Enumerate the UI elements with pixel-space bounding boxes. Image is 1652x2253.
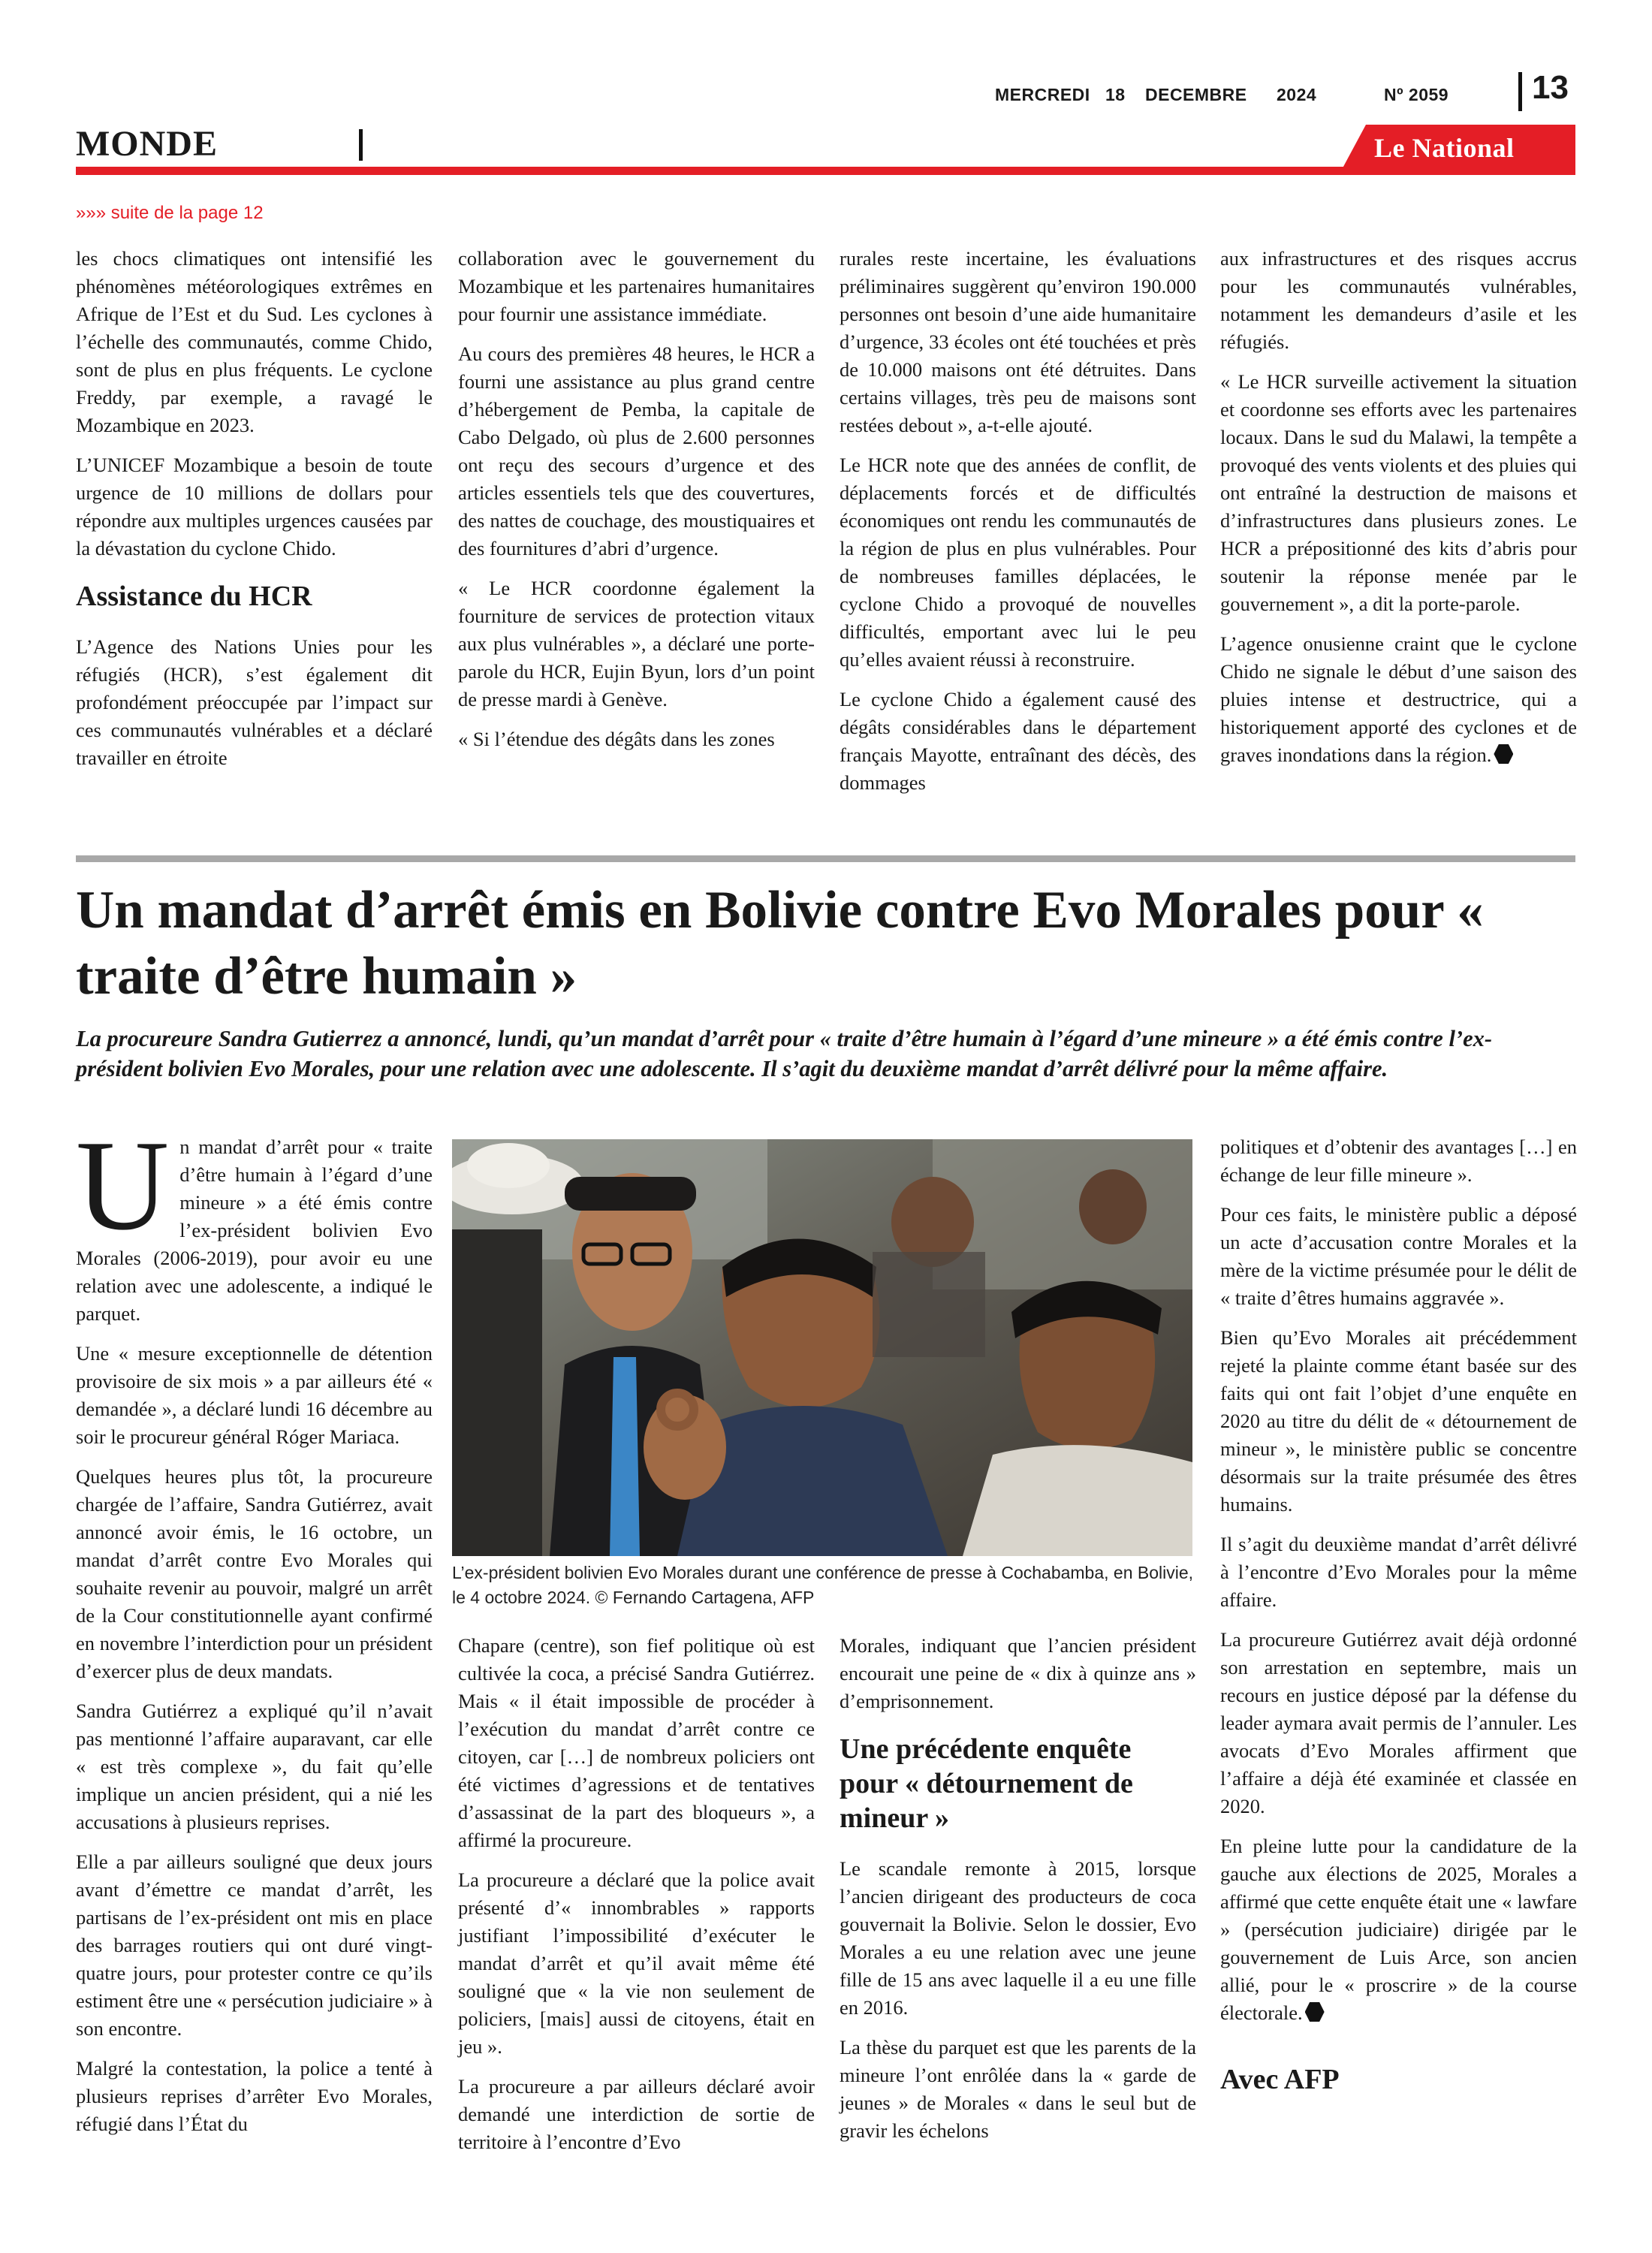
paragraph: Le scandale remonte à 2015, lorsque l’ancien dirigeant des producteurs de coca gouvernait la Bolivie. Selon le dossier, Evo Morales a eu une relation avec une jeune fille de 15 ans avec laquelle il a eu une fille en 2016. <box>840 1857 1196 2019</box>
paragraph: La thèse du parquet est que les parents de la mineure l’ont enrôlée dans la « garde de jeunes » de Morales « dans le seul but de gravir les échelons <box>840 2036 1196 2142</box>
section-title: MONDE <box>76 124 218 164</box>
paragraph: La procureure a par ailleurs déclaré avoir demandé une interdiction de sortie de territoire à l’encontre d’Evo <box>458 2075 815 2153</box>
article-photo <box>452 1139 1192 1556</box>
article-separator <box>76 855 1575 862</box>
paragraph: Au cours des premières 48 heures, le HCR a fourni une assistance au plus grand centre d’hébergement de Pemba, la capitale de Cabo Delgado, où plus de 2.600 personnes ont reçu des secours d’urgence et des articles essentiels tels que des couvertures, des nattes de couchage, des moustiquaires et des fournitures d’abri d’urgence. <box>458 342 815 559</box>
article2-column-2 <box>458 1632 815 2168</box>
paragraph: La procureure a déclaré que la police avait présenté d’« innombrables » rapports justifiant l’impossibilité d’exécuter le mandat d’arrêt et qu’il avait même été souligné que « la vie non seulement de policiers, [mais] aussi de citoyens, était en jeu ». <box>458 1868 815 2058</box>
section-divider <box>359 129 363 161</box>
continuation-note: »»» suite de la page 12 <box>76 203 264 223</box>
paragraph: les chocs climatiques ont intensifié les phénomènes météorologiques extrêmes en Afrique de l’Est et du Sud. Les cyclones à l’échelle des communautés, comme Chido, sont de plus en plus fréquents. Le cyclone Freddy, par exemple, a ravagé le Mozambique en 2023. <box>76 247 433 436</box>
header-day: MERCREDI <box>995 85 1090 104</box>
subheading: Assistance du HCR <box>76 581 312 612</box>
drop-cap: U <box>76 1114 170 1257</box>
article2-column-1 <box>76 1114 433 2150</box>
press-conference-photo <box>452 1139 1192 1556</box>
paragraph: Une « mesure exceptionnelle de détention provisoire de six mois » a par ailleurs été « demandée », a déclaré lundi 16 décembre au soir le procureur général Róger Mariaca. <box>76 1342 433 1448</box>
paragraph: Quelques heures plus tôt, la procureure chargée de l’affaire, Sandra Gutiérrez, avait annoncé avoir émis, le 16 octobre, un mandat d’arrêt contre Evo Morales qui souhaite revenir au pouvoir, malgré un arrêt de la Cour constitutionnelle ayant confirmé en novembre l’interdiction pour un président d’exercer plus de deux mandats. <box>76 1465 433 1682</box>
article1-column-3 <box>840 245 1196 809</box>
end-of-article-icon <box>1494 744 1513 764</box>
subheading: Une précédente enquête pour « détournement de mineur » <box>840 1733 1133 1834</box>
page-number: 13 <box>1532 69 1569 106</box>
article2-column-4 <box>1220 1133 1577 2106</box>
header-year: 2024 <box>1277 85 1317 104</box>
article2-column-3 <box>840 1632 1196 2157</box>
paragraph: Pour ces faits, le ministère public a déposé un acte d’accusation contre Morales et la mère de la victime présumée pour le délit de « traite d’êtres humains aggravée ». <box>1220 1203 1577 1309</box>
paragraph: Il s’agit du deuxième mandat d’arrêt délivré à l’encontre d’Evo Morales pour la même affaire. <box>1220 1533 1577 1611</box>
paragraph: Sandra Gutiérrez a expliqué qu’il n’avait pas mentionné l’affaire auparavant, car elle « est très complexe », du fait qu’elle implique un ancien président, qui a nié les accusations à plusieurs reprises. <box>76 1700 433 1833</box>
paragraph: Le cyclone Chido a également causé des dégâts considérables dans le département français Mayotte, entraînant des décès, des dommages <box>840 688 1196 794</box>
paragraph: Elle a par ailleurs souligné que deux jours avant d’émettre ce mandat d’arrêt, les partisans de l’ex-président ont mis en place des barrages routiers qui ont duré vingt-quatre jours, pour protester contre ce qu’ils estiment être une « persécution judiciaire » à son encontre. <box>76 1850 433 2040</box>
paragraph <box>1220 630 1577 769</box>
photo-caption: L’ex-président bolivien Evo Morales durant une conférence de presse à Cochabamba, en Bolivie, le 4 octobre 2024. © Fernando Cartagena, AFP <box>452 1563 1194 1607</box>
paragraph: La procureure Gutiérrez avait déjà ordonné son arrestation en septembre, mais un recours en justice déposé par la défense du leader aymara avait permis de l’annuler. Les avocats d’Evo Morales affirment que l’affaire a déjà été examinée et classée en 2020. <box>1220 1628 1577 1817</box>
paragraph: « Si l’étendue des dégâts dans les zones <box>458 728 775 750</box>
paragraph: L’UNICEF Mozambique a besoin de toute urgence de 10 millions de dollars pour répondre aux multiples urgences causées par la dévastation du cyclone Chido. <box>76 454 433 559</box>
header-month: DECEMBRE <box>1145 85 1247 104</box>
paragraph: Bien qu’Evo Morales ait précédemment rejeté la plainte comme étant basée sur des faits qui ont fait l’objet d’une enquête en 2020 au titre du délit de « détournement de mineur », le ministère public se concentre désormais sur la traite présumée des êtres humains. <box>1220 1326 1577 1516</box>
paragraph-text: L’agence onusienne craint que le cyclone Chido ne signale le début d’une saison des pluies intense et destructrice, qui a historiquement apporté des cyclones et de graves inondations dans la région. <box>1220 632 1577 766</box>
page-number-divider <box>1518 72 1522 111</box>
issue-number: Nº 2059 <box>1384 85 1449 104</box>
paragraph: collaboration avec le gouvernement du Mozambique et les partenaires humanitaires pour fournir une assistance immédiate. <box>458 247 815 325</box>
paragraph: rurales reste incertaine, les évaluations préliminaires suggèrent qu’environ 190.000 personnes ont besoin d’une aide humanitaire d’urgence, 33 écoles ont été touchées et près de 10.000 maisons ont été détruites. Dans certains villages, très peu de maisons sont restées debout », a-t-elle ajouté. <box>840 247 1196 436</box>
brand-name: Le National <box>1374 133 1515 163</box>
paragraph: « Le HCR coordonne également la fourniture de services de protection vitaux aux plus vulnérables », a déclaré une porte-parole du HCR, Eujin Byun, lors d’un point de presse mardi à Genève. <box>458 577 815 710</box>
paragraph: politiques et d’obtenir des avantages […] en échange de leur fille mineure ». <box>1220 1136 1577 1186</box>
byline-signature: Avec AFP <box>1220 2064 1340 2095</box>
article1-column-2 <box>458 245 815 765</box>
paragraph: Chapare (centre), son fief politique où est cultivée la coca, a précisé Sandra Gutiérrez. Mais « il était impossible de procéder à l’exécution du mandat d’arrêt contre ce citoyen, car […] de nombreux policiers ont été victimes d’agressions et de tentatives d’assassinat de la part des bloqueurs », a affirmé la procureure. <box>458 1634 815 1851</box>
header-date-number: 18 <box>1105 85 1126 104</box>
paragraph <box>76 1114 433 1328</box>
headline: Un mandat d’arrêt émis en Bolivie contre Evo Morales pour « traite d’être humain » <box>76 881 1484 1006</box>
paragraph <box>1220 1832 1577 2027</box>
paragraph: Malgré la contestation, la police a tenté à plusieurs reprises d’arrêter Evo Morales, réfugié dans l’État du <box>76 2057 433 2135</box>
paragraph: L’Agence des Nations Unies pour les réfugiés (HCR), s’est également dit profondément préoccupée par l’impact sur ces communautés vulnérables et a déclaré travailler en étroite <box>76 635 433 769</box>
paragraph: aux infrastructures et des risques accrus pour les communautés vulnérables, notamment les demandeurs d’asile et les réfugiés. <box>1220 247 1577 353</box>
paragraph: « Le HCR surveille activement la situation et coordonne ses efforts avec les partenaires locaux. Dans le sud du Malawi, la tempête a provoqué des vents violents et des pluies qui ont entraîné la destruction de maisons et d’infrastructures dans plusieurs zones. Le HCR a prépositionné des kits d’abris pour soutenir la réponse menée par le gouvernement », a dit la porte-parole. <box>1220 370 1577 615</box>
article1-column-1 <box>76 245 433 784</box>
paragraph: Morales, indiquant que l’ancien président encourait une peine de « dix à quinze ans » d’emprisonnement. <box>840 1634 1196 1712</box>
paragraph-text: En pleine lutte pour la candidature de la gauche aux élections de 2025, Morales a affirmé que cette enquête était une « lawfare » (persécution judiciaire) dirigée par le gouvernement de Luis Arce, son ancien allié, pour le « proscrire » de la course électorale. <box>1220 1835 1577 2024</box>
lead-paragraph: La procureure Sandra Gutierrez a annoncé, lundi, qu’un mandat d’arrêt pour « traite d’être humain à l’égard d’une mineure » a été émis contre l’ex-président bolivien Evo Morales, pour une relation avec une adolescente. Il s’agit du deuxième mandat d’arrêt délivré pour la même affaire. <box>76 1026 1493 1081</box>
paragraph: Le HCR note que des années de conflit, de déplacements forcés et de difficultés économiques ont rendu les communautés de la région de plus en plus vulnérables. Pour de nombreuses familles déplacées, le cyclone Chido a provoqué de nouvelles difficultés, emportant avec lui le peu qu’elles avaient réussi à reconstruire. <box>840 454 1196 671</box>
article1-column-4 <box>1220 245 1577 781</box>
paragraph-text: n mandat d’arrêt pour « traite d’être humain à l’égard d’une mineure » a été émis contre l’ex-président bolivien Evo Morales (2006-2019), pour avoir eu une relation avec une adolescente, a indiqué le parquet. <box>76 1136 433 1325</box>
end-of-article-icon <box>1305 2002 1325 2022</box>
